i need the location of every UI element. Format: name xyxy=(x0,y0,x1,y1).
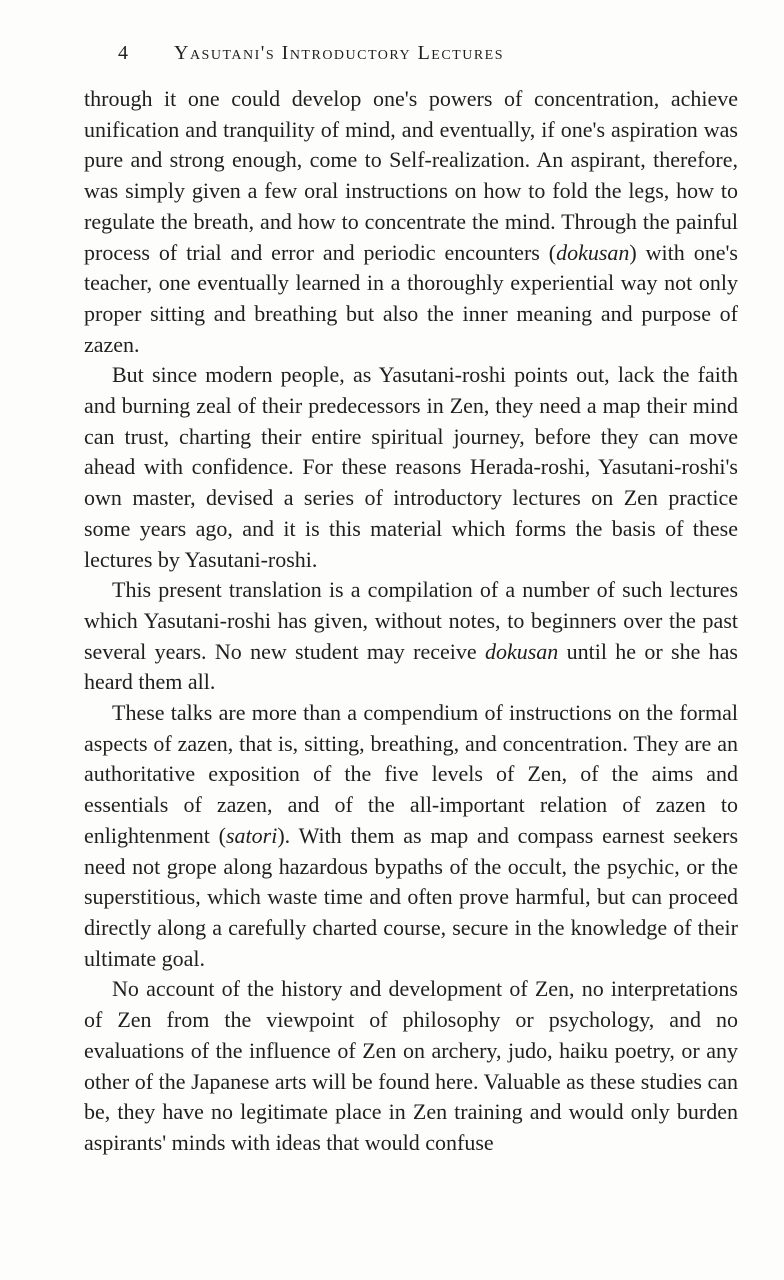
paragraph-1 xyxy=(84,84,738,360)
text-segment: ) with one's teacher, one eventually learned in a thoroughly experiential way not only proper sitting and breathing but also the inner meaning and purpose of zazen. xyxy=(84,239,738,357)
text-segment: No account of the history and development of Zen, no interpretations of Zen from the viewpoint of philosophy or psychology, and no evaluations of the influence of Zen on archery, judo, haiku poetry, or any other of the Japanese arts will be found here. Valuable as these studies can be, they have no legitimate place in Zen training and would only burden aspirants' minds with ideas that would confuse xyxy=(84,976,738,1155)
text-segment: until he or she has heard them all. xyxy=(84,638,738,695)
paragraph-5 xyxy=(84,974,738,1158)
italic-term: dokusan xyxy=(484,638,559,664)
page-header xyxy=(118,42,504,72)
text-segment: ). With them as map and compass earnest seekers need not grope along hazardous bypaths of the occult, the psychic, or the superstitious, which waste time and often prove harmful, but can proceed directly along a carefully charted course, secure in the knowledge of their ultimate goal. xyxy=(84,822,739,971)
italic-term: satori xyxy=(225,822,278,848)
paragraph-2 xyxy=(84,360,738,575)
text-segment: But since modern people, as Yasutani-roshi points out, lack the faith and burning zeal of their predecessors in Zen, they need a map their mind can trust, charting their entire spiritual journey, before they can move ahead with confidence. For these reasons Herada-roshi, Yasutani-roshi's own master, devised a series of introductory lectures on Zen practice some years ago, and it is this material which forms the basis of these lectures by Yasutani-roshi. xyxy=(84,362,738,572)
text-segment: These talks are more than a compendium of instructions on the formal aspects of zazen, that is, sitting, breathing, and concentration. They are an authoritative exposition of the five levels of Zen, of the aims and essentials of zazen, and of the all-important relation of zazen to enlightenment ( xyxy=(84,700,738,848)
text-segment: through it one could develop one's powers of concentration, achieve unification and tranquility of mind, and eventually, if one's aspiration was pure and strong enough, come to Self-realization. An aspirant, therefore, was simply given a few oral instructions on how to fold the legs, how to regulate the breath, and how to concentrate the mind. Through the painful process of trial and error and periodic encounters ( xyxy=(84,86,738,265)
page-number: 4 xyxy=(118,42,129,64)
text-segment: This present translation is a compilation of a number of such lectures which Yasutani-roshi has given, without notes, to beginners over the past several years. No new student may receive xyxy=(84,577,738,664)
paragraph-3 xyxy=(84,575,738,698)
paragraph-4 xyxy=(84,698,738,974)
body-text xyxy=(84,84,738,1159)
italic-term: dokusan xyxy=(556,239,630,265)
running-head: Yasutani's Introductory Lectures xyxy=(174,42,505,64)
